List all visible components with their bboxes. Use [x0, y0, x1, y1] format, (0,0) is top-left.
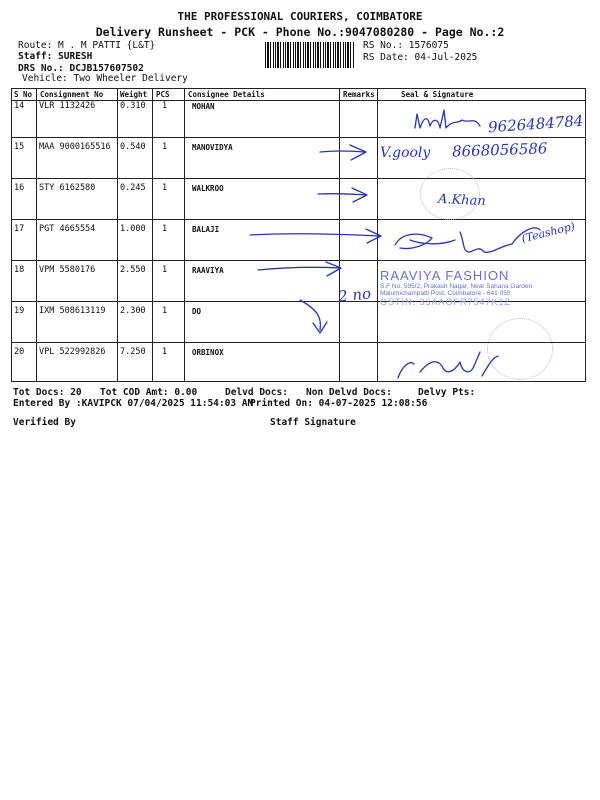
- row-weight: 0.540: [120, 142, 146, 152]
- handwritten-phone: 8668056586: [451, 139, 548, 161]
- pen-arrow: [300, 300, 320, 330]
- col-weight: Weight: [120, 90, 148, 99]
- row-pcs: 1: [162, 183, 168, 193]
- stamp-address-line2: Malumichampatti Post, Coimbatore - 641 050.: [380, 290, 513, 297]
- signature-scribble: [398, 352, 498, 378]
- route-text: Route: M . M PATTI {L&T}: [18, 40, 156, 51]
- row-pcs: 1: [162, 347, 168, 357]
- row-consignment: PGT 4665554: [39, 224, 96, 234]
- row-pcs: 1: [162, 306, 168, 316]
- row-consignment: VPM 5580176: [39, 265, 96, 275]
- pen-arrow: [318, 194, 366, 195]
- row-consignment: MAA 9000165516: [39, 142, 111, 152]
- row-sno: 20: [14, 347, 25, 357]
- row-pcs: 1: [162, 101, 168, 111]
- row-weight: 0.245: [120, 183, 146, 193]
- handwritten-note: (Teashop): [520, 219, 577, 246]
- delvy-pts: Delvy Pts:: [418, 387, 476, 398]
- row-pcs: 1: [162, 224, 168, 234]
- non-delvd-docs: Non Delvd Docs:: [306, 387, 392, 398]
- staff-text: Staff: SURESH: [18, 51, 93, 62]
- pen-arrow: [258, 267, 340, 270]
- row-consignment: IXM 508613119: [39, 306, 106, 316]
- row-consignment: STY 6162580: [39, 183, 96, 193]
- row-consignee: MANOVIDYA: [192, 143, 233, 152]
- row-weight: 2.300: [120, 306, 146, 316]
- pen-arrow: [320, 151, 365, 152]
- stamp-address-line1: S.F No. 595/2, Prakash Nagar, Near Sahana Garden: [380, 283, 533, 290]
- row-consignee: BALAJI: [192, 225, 220, 234]
- signature-scribble: [395, 228, 540, 252]
- rs-date-text: RS Date: 04-Jul-2025: [363, 52, 478, 63]
- tot-cod-amt: Tot COD Amt: 0.00: [100, 387, 198, 398]
- runsheet-subtitle: Delivery Runsheet - PCK - Phone No.:9047080280 - Page No.:2: [95, 25, 505, 39]
- signature-scribble: [415, 110, 480, 128]
- pen-arrow: [250, 234, 380, 236]
- row-sno: 18: [14, 265, 25, 275]
- rs-no-text: RS No.: 1576075: [363, 40, 449, 51]
- printed-on: Printed On: 04-07-2025 12:08:56: [250, 398, 428, 409]
- row-consignee: MOHAN: [192, 102, 215, 111]
- row-weight: 1.000: [120, 224, 146, 234]
- row-consignee: DO: [192, 307, 202, 316]
- stamp-gstin: GSTIN: 33AAOFR7547K1Z: [380, 297, 512, 307]
- handwritten-note: 2 no: [337, 284, 372, 306]
- col-remarks: Remarks: [343, 90, 375, 99]
- vehicle-text: Vehicle: Two Wheeler Delivery: [22, 73, 188, 84]
- row-consignee: RAAVIYA: [192, 266, 224, 275]
- row-consignment: VLR 1132426: [39, 101, 96, 111]
- row-pcs: 1: [162, 142, 168, 152]
- col-consignee: Consignee Details: [188, 90, 265, 99]
- company-title: THE PROFESSIONAL COURIERS, COIMBATORE: [177, 10, 423, 23]
- drs-text: DRS No.: DCJB157607502: [18, 63, 144, 74]
- col-consignment: Consignment No: [40, 90, 104, 99]
- row-weight: 0.310: [120, 101, 146, 111]
- row-pcs: 1: [162, 265, 168, 275]
- row-sno: 17: [14, 224, 25, 234]
- tot-docs: Tot Docs: 20: [13, 387, 82, 398]
- row-consignee: ORBINOX: [192, 348, 224, 357]
- delvd-docs: Delvd Docs:: [225, 387, 288, 398]
- row-sno: 19: [14, 306, 25, 316]
- col-sno: S No: [14, 90, 33, 99]
- row-consignment: VPL 522992826: [39, 347, 106, 357]
- row-weight: 7.250: [120, 347, 146, 357]
- entered-by: Entered By :KAVIPCK 07/04/2025 11:54:03 AM: [13, 398, 254, 409]
- row-weight: 2.550: [120, 265, 146, 275]
- col-seal-signature: Seal & Signature: [401, 90, 474, 99]
- row-consignee: WALKROO: [192, 184, 224, 193]
- handwritten-phone: 9626484784: [487, 111, 584, 137]
- verified-by: Verified By: [13, 417, 76, 428]
- pen-arrow: [326, 262, 341, 276]
- stamp-name: RAAVIYA FASHION: [380, 268, 510, 283]
- col-pcs: PCS: [156, 90, 170, 99]
- handwritten-signature: V.gooly: [380, 145, 431, 161]
- row-sno: 16: [14, 183, 25, 193]
- row-sno: 14: [14, 101, 25, 111]
- staff-signature: Staff Signature: [270, 417, 356, 428]
- handwritten-signature: A.Khan: [437, 191, 487, 210]
- row-sno: 15: [14, 142, 25, 152]
